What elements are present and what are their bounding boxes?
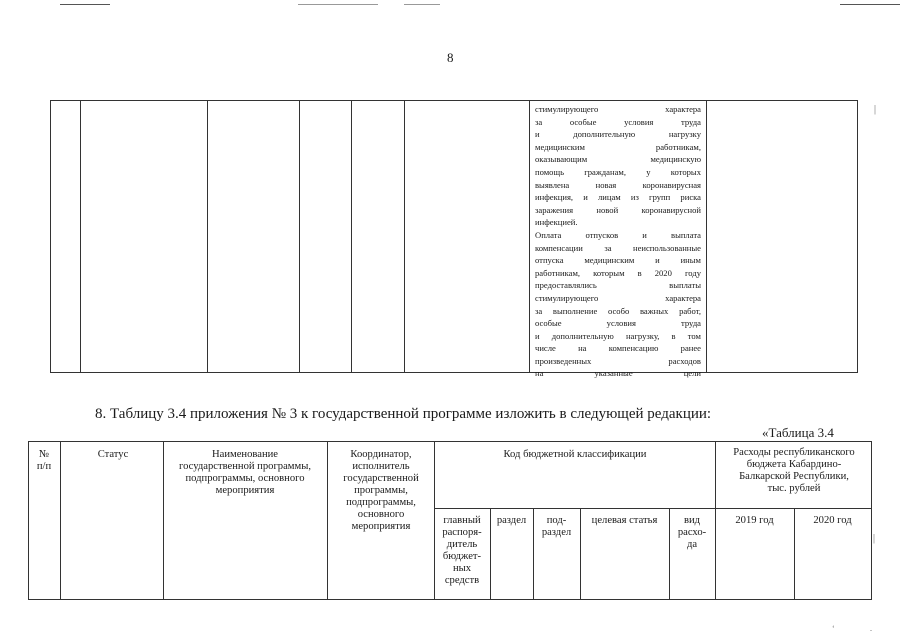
header-expenses: Расходы республиканского бюджета Кабардино- Балкарской Республики, тыс. рублей	[733, 447, 855, 494]
header-budget-code: Код бюджетной классификации	[503, 449, 647, 460]
col-divider	[706, 101, 707, 372]
scan-rule-center	[298, 4, 378, 5]
header-year-2019: 2019 год	[735, 515, 774, 526]
margin-mark: .	[870, 624, 872, 633]
header-expense-type: вид расхо- да	[677, 515, 707, 550]
col-divider	[60, 441, 61, 600]
header-year-2020: 2020 год	[813, 515, 852, 526]
subheader-line	[434, 508, 871, 509]
col-divider	[80, 101, 81, 372]
col-divider	[163, 441, 164, 600]
header-name: Наименование государственной программы, подпрограммы, основного мероприятия	[179, 449, 311, 496]
header-coordinator: Координатор, исполнитель государственной программы, подпрограммы, основного мероприятия	[343, 449, 419, 532]
continuation-table	[50, 100, 858, 379]
scan-rule-left	[60, 4, 110, 5]
table-3-4-header	[28, 441, 872, 600]
header-num: № п/п	[36, 449, 52, 472]
scan-rule-center-2	[404, 4, 440, 5]
page-number: 8	[447, 50, 454, 65]
header-section: раздел	[496, 515, 527, 526]
col-divider	[299, 101, 300, 372]
scan-rule-right	[840, 4, 900, 5]
border-bottom	[28, 599, 872, 600]
amendment-heading: 8. Таблицу 3.4 приложения № 3 к государственной программе изложить в следующей редакции:	[95, 406, 712, 422]
col-divider	[207, 101, 208, 372]
col-divider	[404, 101, 405, 372]
margin-mark: |	[874, 104, 877, 115]
border-left	[28, 441, 29, 600]
margin-mark: ‘	[832, 624, 835, 633]
header-subsection: под- раздел	[541, 515, 572, 538]
col-divider	[327, 441, 328, 600]
header-target-item: целевая статья	[591, 515, 658, 526]
margin-mark: |	[873, 533, 876, 544]
header-status: Статус	[97, 449, 129, 460]
border-top	[28, 441, 872, 442]
col-divider	[529, 101, 530, 372]
col-divider	[351, 101, 352, 372]
table-caption: «Таблица 3.4	[762, 425, 834, 440]
continuation-cell-text: стимулирующего характера за особые условия труда и дополнительную нагрузку медицинским работникам, оказывающим медицинскую помощь гражданам, у которых выявлена новая коронавирусная инфекция, и лицам из групп риска заражения новой коронавирусной инфекцией. Оплата отпусков и выплата компенсации за неиспользованные отпуска медицинским и иным работникам, которым в 2020 году предоставлялись выплаты стимулирующего характера за выполнение особо важных работ, особые условия труда и дополнительную нагрузку, в том числе на компенсацию ранее произведенных расходов на указанные цели	[535, 104, 701, 379]
border-right	[871, 441, 872, 600]
header-main-admin: главный распоря- дитель бюджет- ных средств	[442, 515, 482, 586]
